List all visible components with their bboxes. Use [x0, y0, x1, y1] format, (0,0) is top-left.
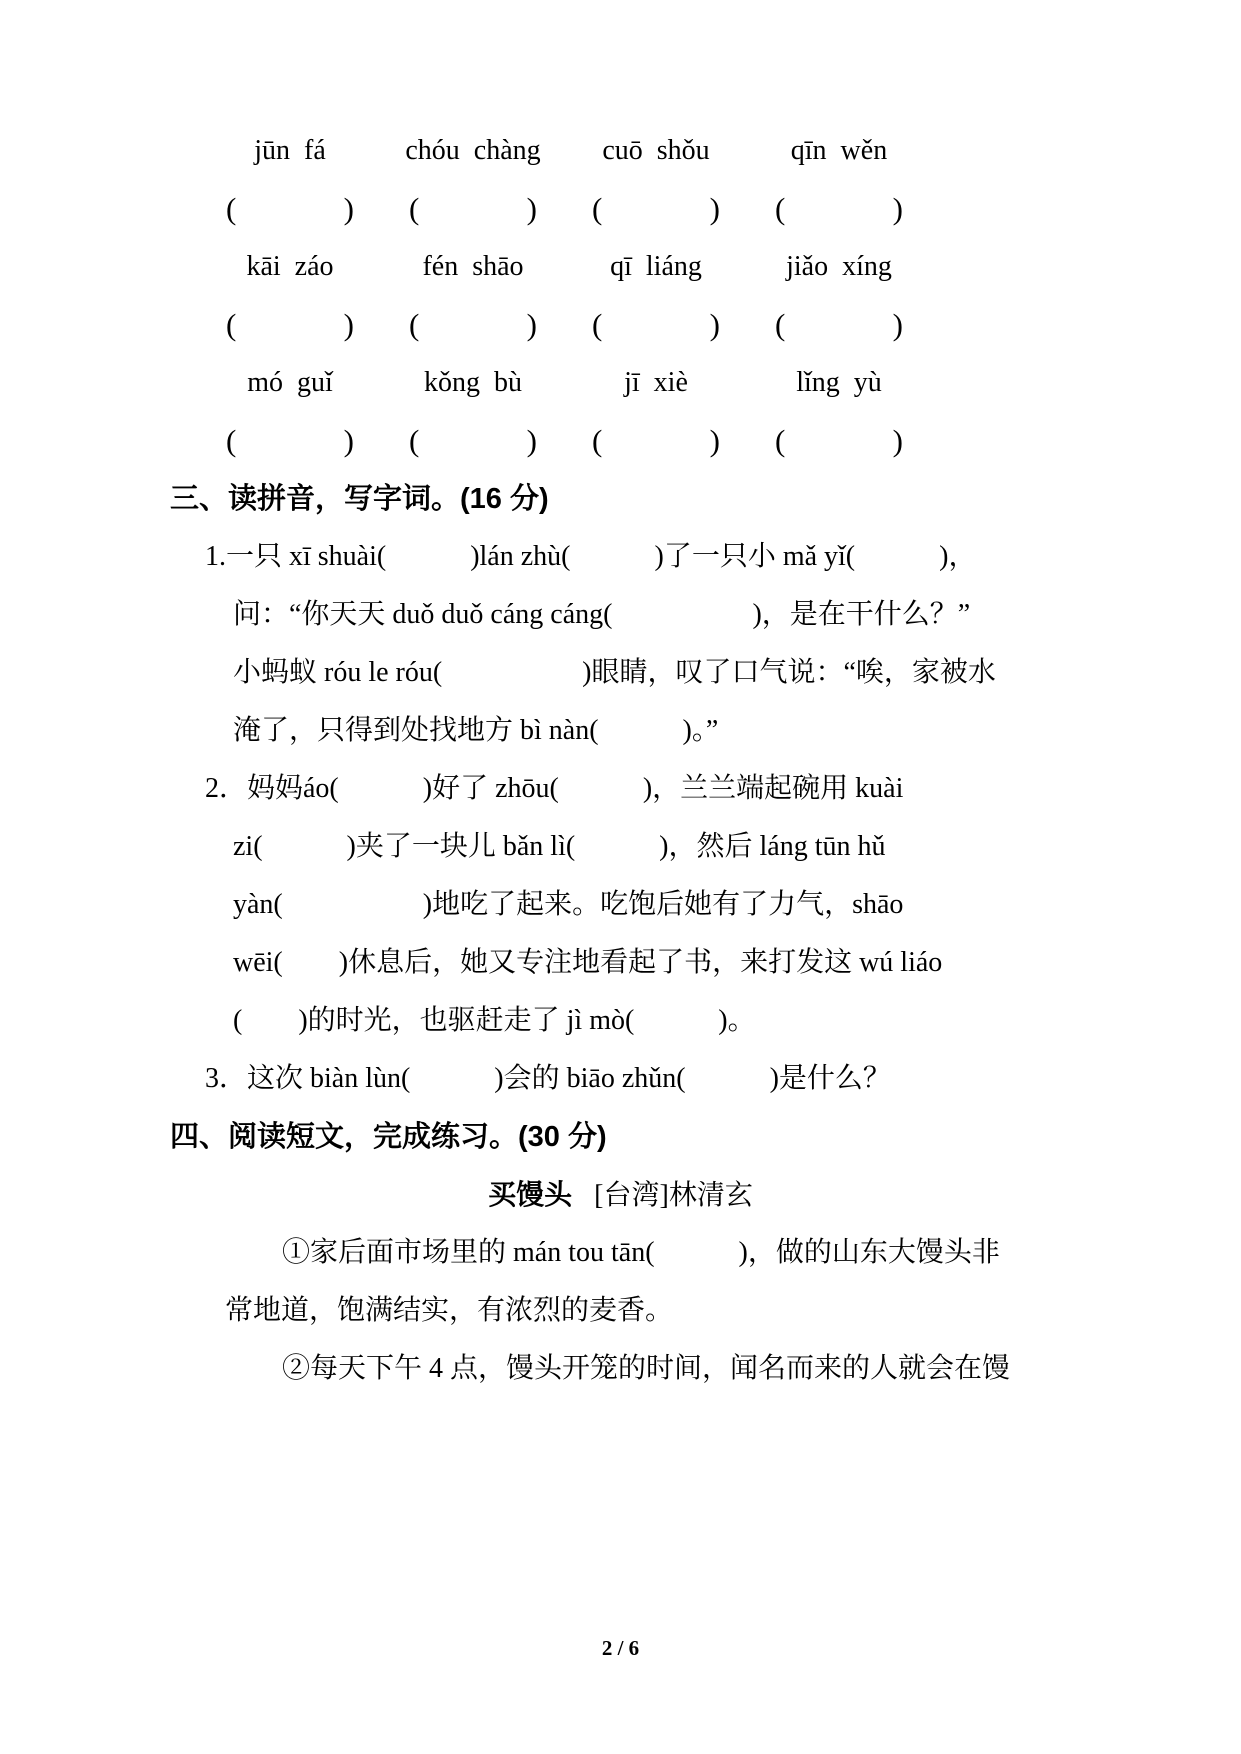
paren-open: ( [775, 191, 786, 226]
paren-close: ) [709, 307, 720, 342]
answer-blank [775, 307, 903, 343]
answer-blank [409, 307, 537, 343]
answer-blank [226, 191, 354, 227]
answer-blank-cell [571, 359, 741, 523]
pinyin-word: jūn fá [254, 135, 326, 166]
pinyin-word: kāi záo [246, 251, 334, 282]
question-line: yàn( )地吃了起来。吃饱后她有了力气，shāo [233, 889, 904, 920]
paren-open: ( [775, 423, 786, 458]
paren-close: ) [526, 423, 537, 458]
paren-open: ( [592, 423, 603, 458]
passage-line: 常地道，饱满结实，有浓烈的麦香。 [225, 1295, 674, 1326]
question-line: 问：“你天天 duǒ duǒ cáng cáng( )，是在干什么？” [233, 599, 971, 630]
passage-line: ②每天下午 4 点，馒头开笼的时间，闻名而来的人就会在馒 [282, 1353, 1011, 1384]
answer-blank [409, 423, 537, 459]
question-line: 1.一只 xī shuài( )lán zhù( )了一只小 mǎ yǐ( )， [205, 541, 977, 572]
passage-title-row [170, 1166, 1071, 1224]
passage-title: 买馒头 [488, 1179, 573, 1210]
pinyin-word: chóu chàng [405, 135, 541, 166]
pinyin-word: qī liáng [610, 251, 702, 282]
answer-blank-row [170, 412, 1071, 470]
passage-line: ①家后面市场里的 mán tou tān( )，做的山东大馒头非 [282, 1237, 1000, 1268]
pinyin-word: kǒng bù [424, 367, 522, 398]
paren-close: ) [343, 191, 354, 226]
answer-blank-row [170, 180, 1071, 238]
paren-open: ( [226, 307, 237, 342]
paren-close: ) [343, 307, 354, 342]
question-line: 小蚂蚁 róu le róu( )眼睛，叹了口气说：“唉，家被水 [233, 657, 996, 688]
answer-blank [226, 423, 354, 459]
answer-blank-row [170, 296, 1071, 354]
answer-blank [775, 423, 903, 459]
answer-blank-cell [754, 359, 924, 523]
paren-open: ( [409, 307, 420, 342]
paren-open: ( [226, 423, 237, 458]
paren-close: ) [709, 191, 720, 226]
pinyin-word: fén shāo [422, 251, 524, 282]
question-line: zi( )夹了一块儿 bǎn lì( )，然后 láng tūn hǔ [233, 831, 886, 862]
paren-open: ( [592, 307, 603, 342]
question-line: ( )的时光，也驱赶走了 jì mò( )。 [233, 1005, 756, 1036]
answer-blank [226, 307, 354, 343]
page-number: 2 / 6 [601, 1636, 640, 1660]
paren-open: ( [775, 307, 786, 342]
pinyin-write-words-exercise [170, 122, 1071, 470]
paren-open: ( [409, 423, 420, 458]
pinyin-word: jiǎo xíng [786, 251, 892, 282]
pinyin-word: jī xiè [624, 367, 688, 398]
section-3 [170, 470, 1071, 1108]
pinyin-word: lǐng yù [796, 367, 882, 398]
paren-open: ( [409, 191, 420, 226]
question-line: 淹了，只得到处找地方 bì nàn( )。” [233, 715, 719, 746]
section-heading: 三、读拼音，写字词。(16 分) [170, 483, 549, 515]
answer-blank [409, 191, 537, 227]
answer-blank [592, 191, 720, 227]
question-line: 2．妈妈áo( )好了 zhōu( )，兰兰端起碗用 kuài [205, 773, 904, 804]
paren-close: ) [892, 191, 903, 226]
pinyin-word: mó guǐ [247, 367, 333, 398]
section-4 [170, 1108, 1071, 1398]
answer-blank [592, 307, 720, 343]
paren-close: ) [343, 423, 354, 458]
paren-close: ) [892, 307, 903, 342]
question-line: wēi( )休息后，她又专注地看起了书，来打发这 wú liáo [233, 947, 943, 978]
paren-close: ) [526, 191, 537, 226]
pinyin-word: cuō shǒu [602, 135, 710, 166]
question-line: 3．这次 biàn lùn( )会的 biāo zhǔn( )是什么？ [205, 1063, 891, 1094]
paren-close: ) [892, 423, 903, 458]
paren-close: ) [709, 423, 720, 458]
passage-author: [台湾]林清玄 [594, 1180, 753, 1211]
answer-blank [592, 423, 720, 459]
paren-close: ) [526, 307, 537, 342]
pinyin-word: qīn wěn [790, 135, 888, 166]
paren-open: ( [592, 191, 603, 226]
paren-open: ( [226, 191, 237, 226]
section-heading: 四、阅读短文，完成练习。(30 分) [170, 1121, 607, 1153]
answer-blank [775, 191, 903, 227]
